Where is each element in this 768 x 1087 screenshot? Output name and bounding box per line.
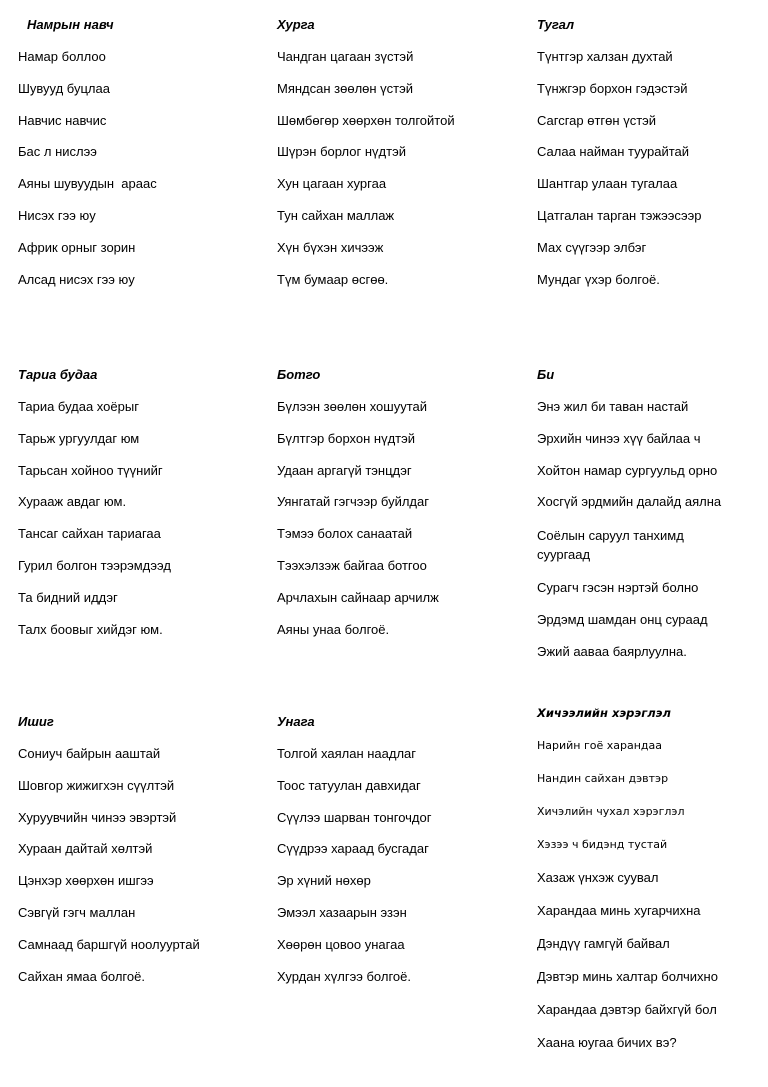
poem-line: Түнтгэр халзан духтай [537,49,673,64]
poem-ishig [18,714,263,1000]
poem-line: Сайхан ямаа болгоё. [18,968,145,984]
poem-line: Хойтон намар сургуульд орно [537,462,718,478]
poem-line: Эр хүний нөхөр [277,873,371,889]
poem-line: Шөмбөгөр хөөрхөн толгойтой [277,112,455,128]
poem-title: Ишиг [18,714,54,729]
poem-line: Арчлахын сайнаар арчилж [277,589,439,605]
poem-line: Хүн бүхэн хичээж [277,239,384,255]
poem-line: Дэвтэр минь халтар болчихно [537,969,718,984]
poem-line: Чандган цагаан зүстэй [277,49,414,64]
poem-line: Хаана юугаа бичих вэ? [537,1035,677,1050]
poem-line: Тарьсан хойноо түүнийг [18,462,163,478]
poem-khurga [277,17,522,303]
poem-line: Тарьж ургуулдаг юм [18,430,140,446]
poem-line: Хурааж авдаг юм. [18,494,127,510]
poem-title: Хурга [277,17,315,32]
poem-line: Аяны шувуудын араас [18,176,157,192]
poem-namryn-navch [18,17,263,303]
poem-line: Шувууд буцлаа [18,80,110,96]
poem-line: Сониуч байрын ааштай [18,746,161,761]
poem-line: Хосгүй эрдмийн далайд аялна [537,494,722,510]
poem-line: Самнаад баршгүй ноолууртай [18,936,200,952]
poem-line: Шантгар улаан тугалаа [537,176,678,192]
poem-line: Эрдэмд шамдан онц сураад [537,611,708,627]
poem-khicheeliin-kheregle [537,705,762,1068]
poem-line: Хураан дайтай хөлтэй [18,841,153,857]
poem-line: Навчис навчис [18,112,107,128]
poem-line: Бүлтгэр борхон нүдтэй [277,430,416,446]
poem-line: Тоос татуулан давхидаг [277,777,421,793]
poem-line: Сүүдрээ хараад бусгадаг [277,841,429,857]
poem-line: Нарийн гоё харандаа [537,739,663,752]
poem-title: Би [537,367,555,382]
poem-line: Мах сүүгээр элбэг [537,239,647,255]
poem-line: Тун сайхан маллаж [277,207,395,223]
poem-line: Нандин сайхан дэвтэр [537,772,669,785]
poem-line: Тариа будаа хоёрыг [18,399,139,414]
poem-tugal [537,17,762,303]
poem-line: Африк орныг зорин [18,239,136,255]
poem-line: Хэзээ ч бидэнд тустай [537,838,668,851]
poem-bi [537,367,762,675]
poem-line: Нисэх гээ юу [18,207,96,223]
poem-line: Эмээл хазаарын эзэн [277,904,407,920]
poem-line: Намар боллоо [18,49,106,64]
poem-line: Шүрэн борлог нүдтэй [277,144,406,160]
poem-line: Түнжгэр борхон гэдэстэй [537,80,688,96]
poem-line: Аяны унаа болгоё. [277,621,390,637]
poem-line: Түм бумаар өсгөө. [277,271,389,287]
poem-line: Бүлээн зөөлөн хошуутай [277,399,428,414]
poem-title: Тариа будаа [18,367,98,382]
poem-line: Уянгатай гэгчээр буйлдаг [277,494,429,510]
poem-botgo [277,367,522,653]
poem-line: Бас л нислээ [18,144,97,160]
poem-line: Энэ жил би таван настай [537,399,689,414]
poem-line: Хун цагаан хургаа [277,176,387,192]
poem-title: Унага [277,714,315,729]
poem-line: Цэнхэр хөөрхөн ишгээ [18,873,154,889]
poem-line: Хурдан хүлгээ болгоё. [277,968,411,984]
poem-line: Хуруувчийн чинээ эвэртэй [18,809,177,825]
poem-line: Шовгор жижигхэн сүүлтэй [18,777,175,793]
poem-line: Хазаж үнхэж суувал [537,870,659,885]
poem-line: Алсад нисэх гээ юу [18,271,135,287]
poem-line: Цатгалан тарган тэжээсээр [537,207,702,223]
poem-title: Тугал [537,17,575,32]
poem-line: Талх боовыг хийдэг юм. [18,621,163,637]
poem-line: Харандаа минь хугарчихна [537,903,701,918]
poem-line: Тэмээ болох санаатай [277,526,413,542]
poem-title: Намрын навч [27,17,114,32]
poem-line: Удаан аргагүй тэнцдэг [277,462,412,478]
poem-line: Толгой хаялан наадлаг [277,746,417,761]
poem-line: Соёлын саруул танхимд суургаад [537,528,684,563]
poem-line: Сагсгар өтгөн үстэй [537,112,657,128]
poem-line: Гурил болгон тээрэмдээд [18,557,171,573]
poem-line: Мяндсан зөөлөн үстэй [277,80,414,96]
poem-line: Салаа найман туурайтай [537,144,690,160]
poem-line: Та бидний иддэг [18,589,118,605]
poem-taria-budaa [18,367,263,653]
poem-line: Сурагч гэсэн нэртэй болно [537,579,699,595]
poem-line: Тээхэлзэж байгаа ботгоо [277,557,427,573]
poem-line: Тансаг сайхан тариагаа [18,526,161,542]
poem-line: Хичэлийн чухал хэрэглэл [537,805,685,818]
poem-line: Эрхийн чинээ хүү байлаа ч [537,430,701,446]
poem-line: Мундаг үхэр болгоё. [537,271,660,287]
poem-line: Дэндүү гамгүй байвал [537,936,670,951]
poem-title: Хичээлийн хэрэглэл [537,706,671,720]
poem-line: Сүүлээ шарван тонгочдог [277,809,432,825]
poem-line: Харандаа дэвтэр байхгүй бол [537,1002,717,1017]
poem-unaga [277,714,522,1000]
poem-title: Ботго [277,367,321,382]
poem-line: Эжий аавaa баярлуулна. [537,643,687,659]
poem-line: Сэвгүй гэгч маллан [18,904,136,920]
poem-line: Хөөрөн цовоо унагаа [277,936,405,952]
